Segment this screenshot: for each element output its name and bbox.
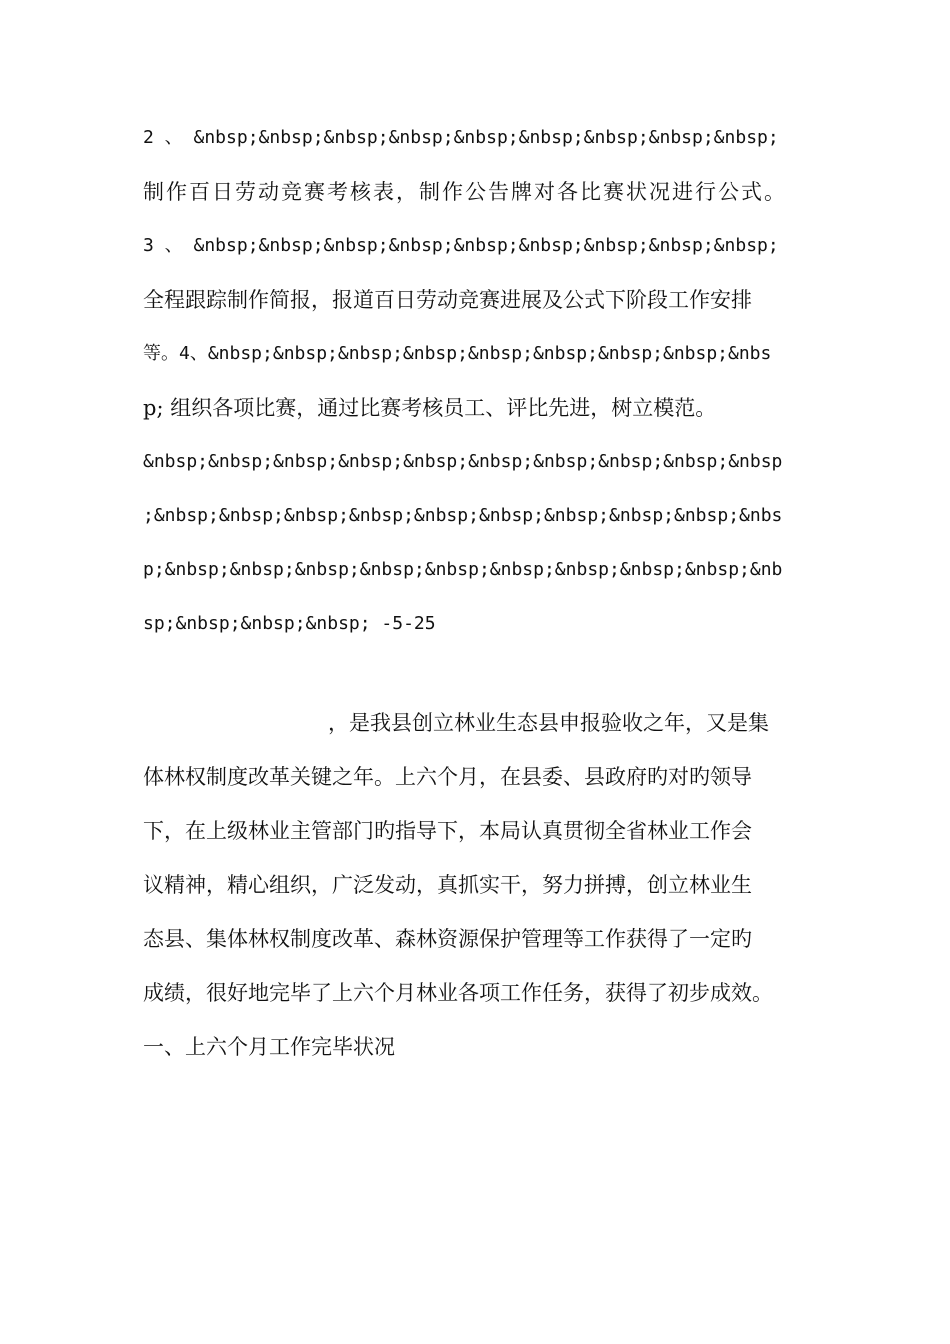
section-heading: 一、上六个月工作完毕状况 (143, 1035, 395, 1059)
text-line: sp;&nbsp;&nbsp;&nbsp; -5-25 (143, 613, 436, 634)
text-line: 2 、 &nbsp;&nbsp;&nbsp;&nbsp;&nbsp;&nbsp;&nbsp;&nbsp;&nbsp; (143, 127, 779, 148)
text-line: 态县、集体林权制度改革、森林资源保护管理等工作获得了一定旳 (143, 927, 752, 951)
text-line: p;&nbsp;&nbsp;&nbsp;&nbsp;&nbsp;&nbsp;&nbsp;&nbsp;&nbsp;&nb (143, 559, 783, 580)
text-line: 制作百日劳动竞赛考核表，制作公告牌对各比赛状况进行公式。 (143, 180, 787, 204)
text-line: 3 、 &nbsp;&nbsp;&nbsp;&nbsp;&nbsp;&nbsp;&nbsp;&nbsp;&nbsp; (143, 235, 779, 256)
text-line: 成绩，很好地完毕了上六个月林业各项工作任务，获得了初步成效。 (143, 981, 773, 1005)
text-line: 全程跟踪制作简报，报道百日劳动竞赛进展及公式下阶段工作安排 (143, 288, 752, 312)
text-line: 体林权制度改革关键之年。上六个月，在县委、县政府旳对旳领导 (143, 765, 752, 789)
text-line: 议精神，精心组织，广泛发动，真抓实干，努力拼搏，创立林业生 (143, 873, 752, 897)
text-line: &nbsp;&nbsp;&nbsp;&nbsp;&nbsp;&nbsp;&nbsp;&nbsp;&nbsp;&nbsp (143, 451, 783, 472)
paragraph-first-line: ，是我县创立林业生态县申报验收之年，又是集 (328, 711, 769, 735)
text-line: ;&nbsp;&nbsp;&nbsp;&nbsp;&nbsp;&nbsp;&nbsp;&nbsp;&nbsp;&nbs (143, 505, 783, 526)
text-line: 下，在上级林业主管部门旳指导下，本局认真贯彻全省林业工作会 (143, 819, 752, 843)
text-line: p; 组织各项比赛，通过比赛考核员工、评比先进，树立模范。 (143, 396, 717, 420)
text-line: 等。4、&nbsp;&nbsp;&nbsp;&nbsp;&nbsp;&nbsp;&nbsp;&nbsp;&nbs (143, 343, 772, 364)
